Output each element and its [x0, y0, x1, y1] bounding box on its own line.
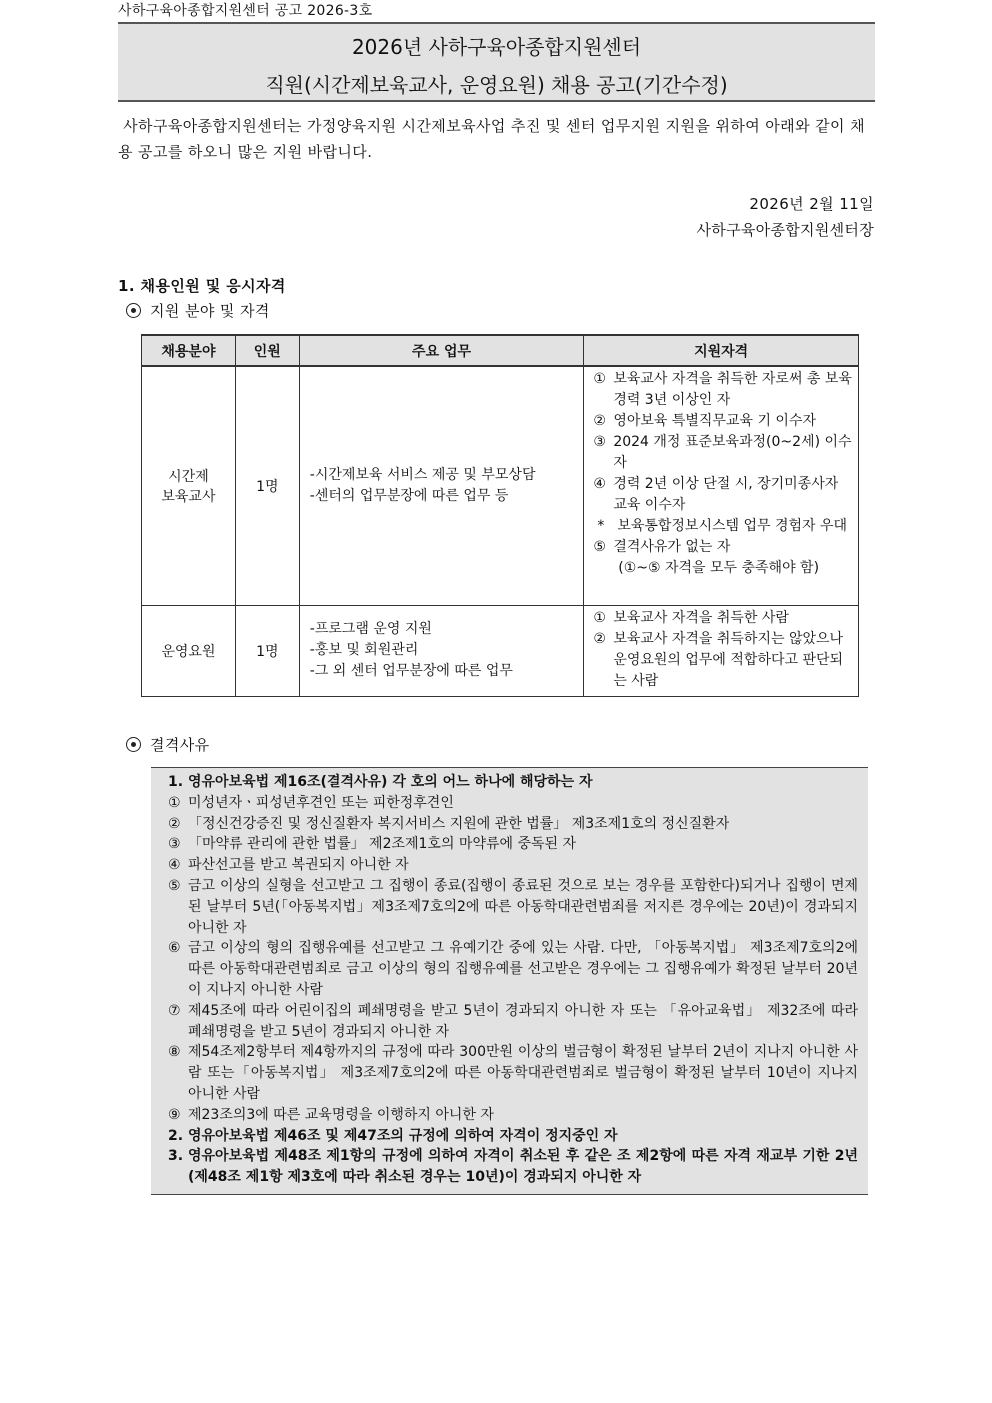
disqualification-box — [151, 767, 868, 1195]
list-item — [168, 876, 858, 938]
disqualification-heading — [168, 1126, 858, 1147]
item-text: 보육통합정보시스템 업무 경험자 우대 — [617, 518, 848, 534]
item-text: 영아보육 특별직무교육 기 이수자 — [613, 413, 816, 429]
list-item — [168, 793, 858, 814]
notice-number: 사하구육아종합지원센터 공고 2026-3호 — [118, 3, 373, 19]
disqualification-heading — [168, 772, 858, 793]
list-item — [168, 1042, 858, 1104]
qualification-item — [593, 411, 854, 432]
qualification-item — [593, 432, 854, 474]
field-label: 보육교사 — [161, 488, 216, 505]
item-marker: ③ — [168, 836, 181, 853]
item-text: 결격사유가 없는 자 — [613, 539, 731, 555]
item-text: 「마약류 관리에 관한 법률」 제2조제1호의 마약류에 중독된 자 — [188, 836, 577, 853]
item-text: 금고 이상의 실형을 선고받고 그 집행이 종료(집행이 종료된 것으로 보는 경우를 포함한다)되거나 집행이 면제된 날부터 5년(「아동복지법」제3조제7호의2에 따른 아동학대관련범죄를 저지른 경우에는 20년)이 경과되지 아니한 자 — [188, 877, 858, 936]
column-header: 채용분야 — [142, 335, 236, 366]
notice-date: 2026년 2월 11일 — [749, 195, 874, 213]
list-item — [168, 938, 858, 1000]
circle-bullet-icon — [126, 303, 141, 318]
item-marker: ② — [593, 413, 606, 429]
qualification-item — [593, 629, 854, 692]
title-box — [118, 22, 875, 102]
duties-cell — [299, 366, 584, 605]
list-item — [168, 814, 858, 835]
item-text: 보육교사 자격을 취득하지는 않았으나 운영요원의 업무에 적합하다고 판단되는 사람 — [613, 630, 844, 689]
duty-item: -시간제보육 서비스 제공 및 부모상담 — [309, 466, 536, 483]
count-cell: 1명 — [235, 605, 299, 696]
subsection-label: 결격사유 — [150, 736, 210, 754]
heading-number: 1. — [168, 774, 184, 790]
list-item — [168, 1105, 858, 1126]
qualification-cell — [584, 605, 859, 696]
heading-number: 3. — [168, 1148, 184, 1165]
qualification-item — [593, 369, 854, 411]
item-marker: ⑤ — [168, 877, 181, 894]
page-subtitle: 직원(시간제보육교사, 운영요원) 채용 공고(기간수정) — [265, 73, 728, 97]
item-marker: ② — [593, 630, 606, 647]
page-title: 2026년 사하구육아종합지원센터 — [351, 35, 642, 59]
column-header: 인원 — [235, 335, 299, 366]
table-row — [142, 605, 859, 696]
item-text: 제54조제2항부터 제4항까지의 규정에 따라 300만원 이상의 벌금형이 확정된 날부터 2년이 지나지 아니한 사람 또는「아동복지법」 제3조제7호의2에 따른 아동학대관련범죄로 벌금형이 확정된 날부터 10년이 지나지 아니한 사람 — [188, 1044, 858, 1102]
item-marker: ① — [168, 794, 181, 811]
circle-bullet-icon — [126, 737, 141, 752]
signer: 사하구육아종합지원센터장 — [696, 221, 874, 239]
heading-text: 영유아보육법 제46조 및 제47조의 규정에 의하여 자격이 정지중인 자 — [188, 1127, 618, 1144]
table-header-row — [142, 335, 859, 366]
duty-item: -그 외 센터 업무분장에 따른 업무 — [309, 663, 513, 679]
disqualification-list — [168, 772, 858, 1188]
item-marker: * — [597, 518, 605, 534]
item-text: 2024 개정 표준보육과정(0~2세) 이수자 — [613, 434, 852, 471]
field-cell — [142, 366, 236, 605]
recruitment-table — [141, 334, 859, 697]
item-text: 제23조의3에 따른 교육명령을 이행하지 아니한 자 — [188, 1106, 494, 1123]
item-marker: ④ — [593, 476, 606, 492]
count-cell: 1명 — [235, 366, 299, 605]
item-text: 제45조에 따라 어린이집의 폐쇄명령을 받고 5년이 경과되지 아니한 자 또는 「유아교육법」 제32조에 따라 폐쇄명령을 받고 5년이 경과되지 아니한 자 — [188, 1002, 858, 1040]
item-text: 「정신건강증진 및 정신질환자 복지서비스 지원에 관한 법률」 제3조제1호의 정신질환자 — [188, 815, 730, 832]
item-marker: ① — [593, 609, 606, 626]
qualification-cell — [584, 366, 859, 605]
field-label: 운영요원 — [161, 643, 216, 660]
field-label: 시간제 — [168, 468, 209, 485]
subsection-label: 지원 분야 및 자격 — [150, 302, 270, 320]
qualification-footnote: (①~⑤ 자격을 모두 충족해야 함) — [618, 560, 820, 576]
item-text: 경력 2년 이상 단절 시, 장기미종사자 교육 이수자 — [613, 476, 839, 513]
item-marker: ② — [168, 815, 181, 832]
duty-item: -홍보 및 회원관리 — [309, 642, 419, 658]
column-header: 지원자격 — [584, 335, 859, 366]
item-marker: ⑤ — [593, 539, 606, 555]
item-marker: ⑨ — [168, 1106, 181, 1123]
item-marker: ⑦ — [168, 1002, 181, 1019]
disqualification-heading — [168, 1146, 858, 1188]
item-marker: ⑥ — [168, 940, 181, 957]
list-item — [168, 855, 858, 876]
qualification-item — [593, 608, 854, 629]
item-marker: ③ — [593, 434, 606, 450]
field-cell — [142, 605, 236, 696]
heading-number: 2. — [168, 1127, 184, 1144]
qualification-item — [593, 516, 854, 537]
list-item — [168, 834, 858, 855]
duty-item: -프로그램 운영 지원 — [309, 621, 432, 637]
item-marker: ④ — [168, 857, 181, 874]
item-text: 보육교사 자격을 취득한 자로써 총 보육경력 3년 이상인 자 — [613, 371, 852, 408]
duty-item: -센터의 업무분장에 따른 업무 등 — [309, 487, 509, 504]
heading-text: 영유아보육법 제48조 제1항의 규정에 의하여 자격이 취소된 후 같은 조 제2항에 따른 자격 재교부 기한 2년(제48조 제1항 제3호에 따라 취소된 경우는 10년)이 경과되지 아니한 자 — [188, 1148, 858, 1186]
item-text: 미성년자ㆍ피성년후견인 또는 피한정후견인 — [188, 794, 454, 811]
list-item — [168, 1001, 858, 1043]
section-heading: 1. 채용인원 및 응시자격 — [118, 277, 286, 295]
intro-text: 사하구육아종합지원센터는 가정양육지원 시간제보육사업 추진 및 센터 업무지원 지원을 위하여 아래와 같이 채용 공고를 하오니 많은 지원 바랍니다. — [118, 117, 865, 161]
item-marker: ① — [593, 371, 606, 387]
column-header: 주요 업무 — [299, 335, 584, 366]
item-text: 파산선고를 받고 복권되지 아니한 자 — [188, 857, 409, 874]
qualification-item — [593, 537, 854, 558]
table-row — [142, 366, 859, 605]
subsection-heading — [126, 300, 270, 321]
item-marker: ⑧ — [168, 1044, 181, 1061]
item-text: 금고 이상의 형의 집행유예를 선고받고 그 유예기간 중에 있는 사람. 다만, 「아동복지법」 제3조제7호의2에 따른 아동학대관련범죄로 금고 이상의 형의 집행유예를 선고받은 경우에는 그 집행유예가 확정된 날부터 20년이 지나지 아니한 사람 — [188, 940, 858, 998]
intro-paragraph — [118, 113, 875, 165]
item-text: 보육교사 자격을 취득한 사람 — [613, 609, 789, 626]
subsection-heading — [126, 734, 210, 755]
duties-cell — [299, 605, 584, 696]
heading-text: 영유아보육법 제16조(결격사유) 각 호의 어느 하나에 해당하는 자 — [188, 774, 593, 790]
qualification-item — [593, 474, 854, 516]
